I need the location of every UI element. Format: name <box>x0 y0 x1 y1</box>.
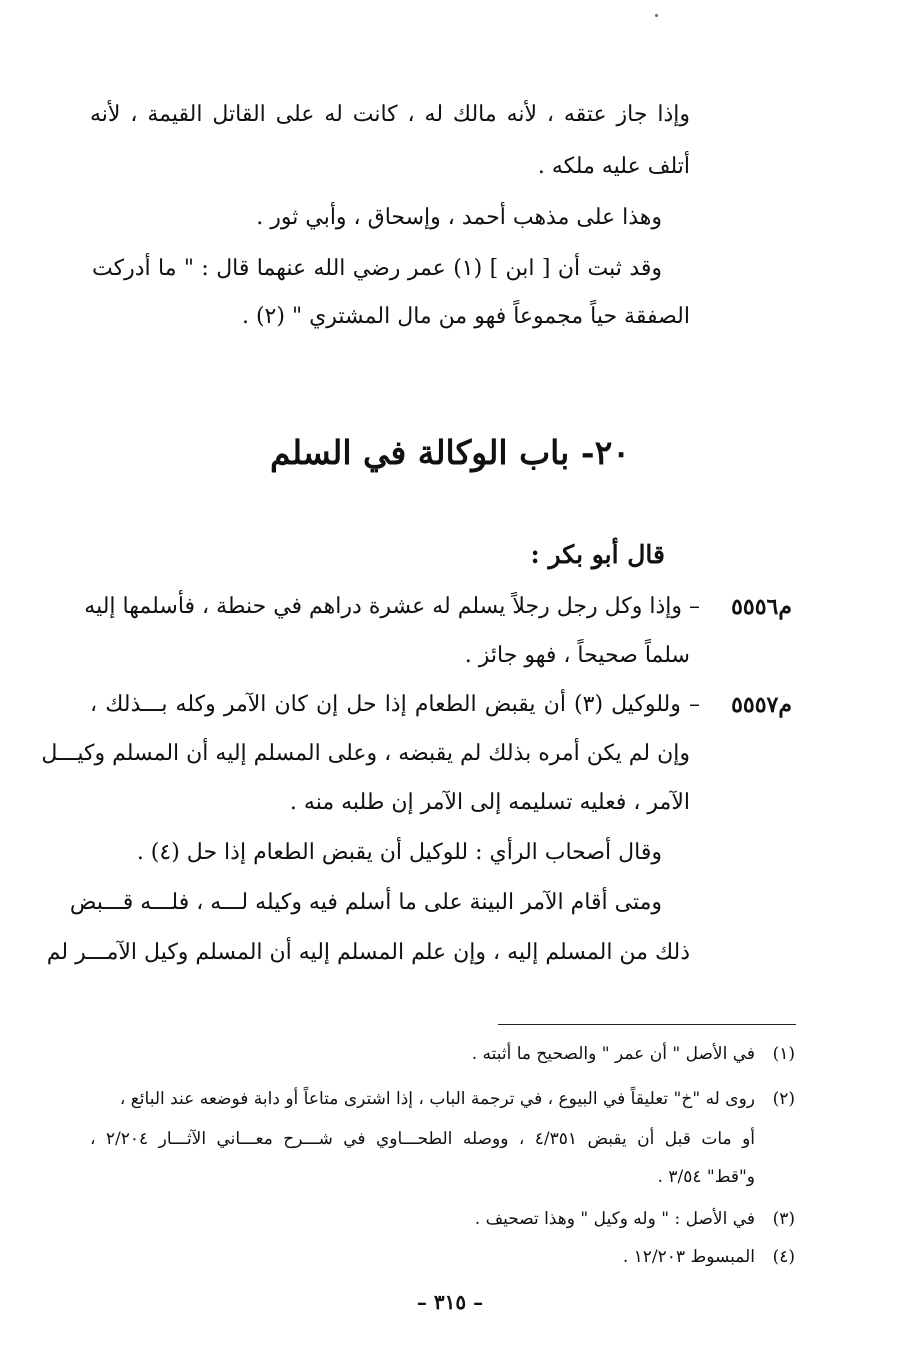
page-mark <box>655 14 658 17</box>
paragraph-line: وقد ثبت أن [ ابن ] (١) عمر رضي الله عنهما قال : " ما أدركت <box>92 256 663 281</box>
footnote-text: المبسوط ١٢/٢٠٣ . <box>622 1247 755 1267</box>
footnote-separator <box>498 1024 796 1025</box>
footnote-text: روى له "خ" تعليقاً في البيوع ، في ترجمة الباب ، إذا اشترى متاعاً أو دابة فوضعه عند البائع ، <box>119 1089 755 1109</box>
speaker-line: قال أبو بكر : <box>530 540 665 569</box>
footnote <box>472 1042 795 1066</box>
footnote <box>120 1087 795 1111</box>
footnote-text: في الأصل : " وله وكيل " وهذا تصحيف . <box>474 1209 755 1229</box>
footnote <box>623 1245 795 1269</box>
footnote-text: في الأصل " أن عمر " والصحيح ما أثبته . <box>471 1044 755 1064</box>
footnote-text: و"قط" ٣/٥٤ . <box>657 1167 755 1187</box>
ruling-line: الآمر ، فعليه تسليمه إلى الآمر إن طلبه منه . <box>289 790 690 815</box>
footnote <box>475 1207 795 1231</box>
page-number: – ٣١٥ – <box>416 1290 484 1314</box>
chapter-heading: ٢٠- باب الوكالة في السلم <box>269 433 631 472</box>
footnote-number: (٤) <box>772 1247 795 1267</box>
footnote-number: (١) <box>772 1044 795 1064</box>
ruling-line: – وإذا وكل رجل رجلاً يسلم له عشرة دراهم في حنطة ، فأسلمها إليه <box>84 594 700 619</box>
paragraph-line: وقال أصحاب الرأي : للوكيل أن يقبض الطعام إذا حل (٤) . <box>136 840 662 865</box>
paragraph-line: وإذا جاز عتقه ، لأنه مالك له ، كانت له على القاتل القيمة ، لأنه <box>90 102 690 127</box>
paragraph-line: ومتى أقام الآمر البينة على ما أسلم فيه وكيله لـــه ، فلـــه قـــبض <box>69 890 662 915</box>
paragraph-line: وهذا على مذهب أحمد ، وإسحاق ، وأبي ثور . <box>256 205 662 230</box>
footnote-number: (٣) <box>772 1209 795 1229</box>
footnote-number: (٢) <box>772 1089 795 1109</box>
paragraph-line: الصفقة حياً مجموعاً فهو من مال المشتري " (٢) . <box>241 304 690 329</box>
ruling-line: سلماً صحيحاً ، فهو جائز . <box>464 643 690 668</box>
footnote-text: أو مات قبل أن يقبض ٤/٣٥١ ، ووصله الطحـــاوي في شـــرح معـــاني الآثـــار ٢/٢٠٤ ، <box>90 1129 755 1149</box>
ruling-line: وإن لم يكن أمره بذلك لم يقبضه ، وعلى المسلم إليه أن المسلم وكيـــل <box>41 741 690 766</box>
paragraph-line: ذلك من المسلم إليه ، وإن علم المسلم إليه أن المسلم وكيل الآمـــر لم <box>46 940 690 965</box>
ruling-number: م٥٥٥٧ <box>731 692 792 718</box>
ruling-line: – وللوكيل (٣) أن يقبض الطعام إذا حل إن كان الآمر وكله بـــذلك ، <box>90 692 700 717</box>
ruling-number: م٥٥٥٦ <box>731 594 792 620</box>
paragraph-line: أتلف عليه ملكه . <box>537 154 690 179</box>
